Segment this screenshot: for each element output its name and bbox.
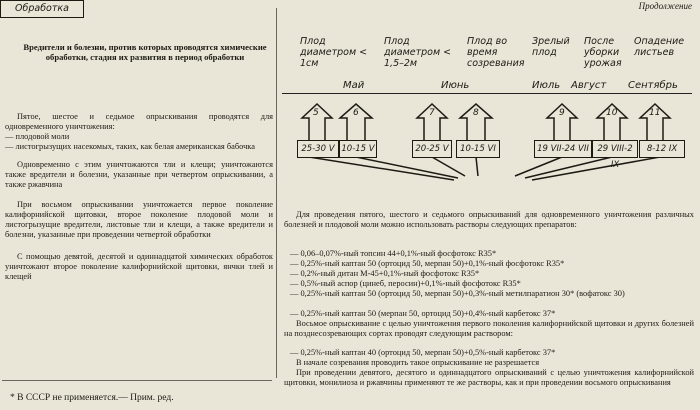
stage-label: Плод диаметром < 1,5–2м bbox=[384, 36, 452, 69]
preparation-item: — 0,25%-ный каптан 50 (мерпан 50, ортоцид 50)+0,4%-ный карбетокс 37* bbox=[290, 309, 556, 318]
right-eighth-paragraph: Восьмое опрыскивание с целью уничтожения первого поколения калифорнийской щитовки и других болезней на позднесозревающих сортах проводят следующим раствором: bbox=[284, 319, 694, 338]
arrow-number: 5 bbox=[313, 108, 319, 118]
month-label: Август bbox=[571, 80, 607, 91]
arrow-date-box: 29 VIII-2 IX bbox=[592, 140, 638, 158]
left-column-title: Вредители и болезни, против которых проводятся химические обработки, стадия их развития в период обработки bbox=[23, 42, 267, 62]
arrow-number: 8 bbox=[473, 108, 479, 118]
eighth-item: — 0,25%-ный каптан 40 (ортоцид 50, мерпан 50)+0,5%-ный карбетокс 37* bbox=[290, 348, 556, 357]
stage-label: Опадение листьев bbox=[634, 36, 685, 58]
para1-item-1: — плодовой моли bbox=[5, 132, 70, 141]
right-final-paragraph: При проведении девятого, десятого и одиннадцатого опрыскиваний с целью уничтожения калифорнийской щитовки, монилиоза и ржавчины применяют те же растворы, как и при проведении восьмого опрыскивания bbox=[284, 368, 694, 387]
stage-label: После уборки урожая bbox=[584, 36, 622, 69]
stage-label: Плод диаметром < 1см bbox=[300, 36, 368, 69]
process-box: Обработка bbox=[0, 0, 84, 18]
arrow-number: 10 bbox=[606, 108, 618, 118]
left-paragraph-2: Одновременно с этим уничтожаются тли и клещи; уничтожаются также вредители и болезни, указанные при четвертом опрыскивании, а также ржавчина bbox=[5, 160, 273, 189]
para1-intro: Пятое, шестое и седьмое опрыскивания проводятся для одновременного уничтожения: bbox=[5, 112, 273, 131]
arrow-number: 11 bbox=[649, 108, 661, 118]
connector-8 bbox=[476, 157, 478, 176]
arrow-date-box: 8-12 IX bbox=[639, 140, 685, 158]
preparation-item: — 0,2%-ный дитан М-45+0,1%-ный фосфотокс R35* bbox=[290, 269, 480, 278]
ripening-note: В начале созревания проводить такое опрыскивание не разрешается bbox=[296, 358, 540, 367]
arrow-date-box: 10-15 V bbox=[339, 140, 377, 158]
left-paragraph-3: При восьмом опрыскивании уничтожается первое поколение калифорнийской щитовки, второе поколение плодовой моли и листогрызущие вредители, листовые тли и клещи, а также вредители и болезни, указанные при проведении четвертой обработки bbox=[5, 200, 273, 239]
preparation-item: — 0,25%-ный каптан 50 (ортоцид 50, мерпан 50)+0,3%-ный метилпаратион 30* (вофатокс 30) bbox=[290, 289, 625, 298]
month-label: Май bbox=[343, 80, 365, 91]
stage-label: Зрелый плод bbox=[532, 36, 570, 58]
connector-5 bbox=[309, 157, 454, 180]
arrow-date-box: 20-25 V bbox=[412, 140, 452, 158]
month-label: Июнь bbox=[441, 80, 470, 91]
preparation-item: — 0,25%-ный каптан 50 (ортоцид 50, мерпан 50)+0,1%-ный фосфотокс R35* bbox=[290, 259, 565, 268]
preparation-item: — 0,5%-ный аспор (цинеб, перосин)+0,1%-ный фосфотокс R35* bbox=[290, 279, 521, 288]
arrow-number: 6 bbox=[353, 108, 359, 118]
stage-label: Плод во время созревания bbox=[467, 36, 525, 69]
arrow-date-box: 19 VII-24 VII bbox=[534, 140, 592, 158]
preparation-item: — 0,06–0,07%-ный топсин 44+0,1%-ный фосфотокс R35* bbox=[290, 249, 497, 258]
arrow-date-box: 10-15 VI bbox=[456, 140, 500, 158]
connector-9 bbox=[515, 157, 562, 176]
right-intro: Для проведения пятого, шестого и седьмого опрыскиваний для одновременного уничтожения различных болезней и плодовой моли можно использовать растворы следующих препаратов: bbox=[284, 210, 694, 229]
arrow-number: 9 bbox=[559, 108, 565, 118]
month-label: Июль bbox=[532, 80, 561, 91]
left-paragraph-4: С помощью девятой, десятой и одиннадцатой химических обработок уничтожают второе поколение калифорнийской щитовки, янчки тлей и клещей bbox=[5, 252, 273, 281]
arrow-number: 7 bbox=[429, 108, 435, 118]
footnote: * В СССР не применяется.— Прим. ред. bbox=[10, 393, 174, 403]
month-label: Сентябрь bbox=[628, 80, 678, 91]
continued-label: Продолжение bbox=[638, 1, 692, 11]
para1-item-2: — листогрызущих насекомых, таких, как белая американская бабочка bbox=[5, 142, 255, 151]
arrow-date-box: 25-30 V bbox=[297, 140, 339, 158]
